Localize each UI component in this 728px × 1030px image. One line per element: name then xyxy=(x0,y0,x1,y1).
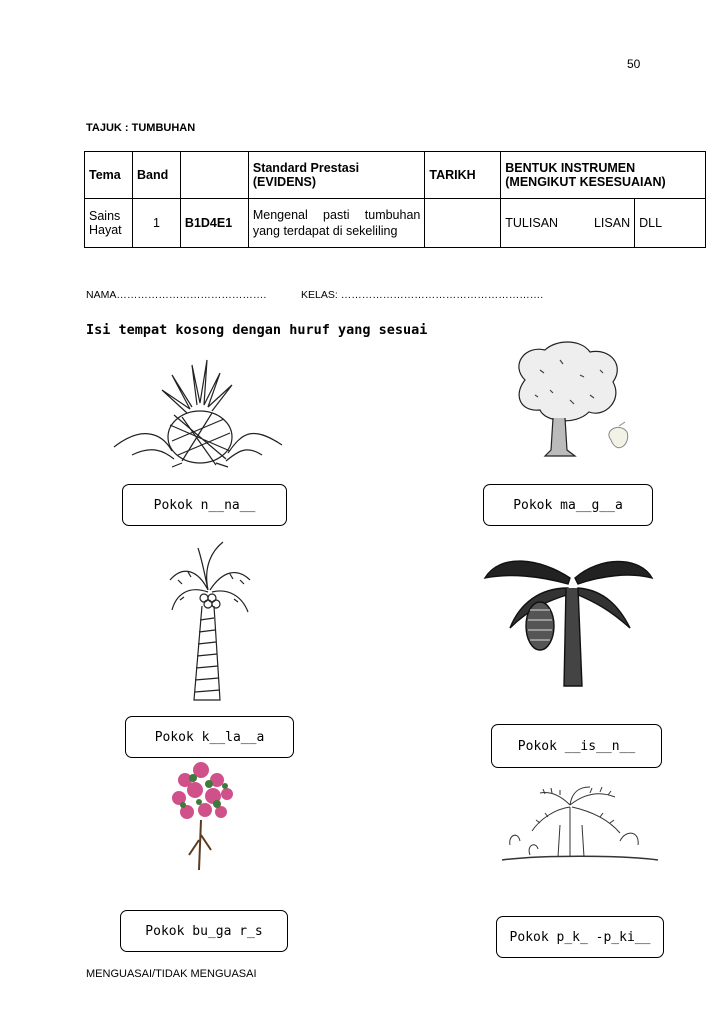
cell-kod: B1D4E1 xyxy=(180,199,248,248)
header-tarikh: TARIKH xyxy=(425,152,501,199)
header-empty xyxy=(180,152,248,199)
name-field[interactable]: NAMA……………………………………. xyxy=(86,289,267,301)
standards-table xyxy=(84,151,706,248)
bougainvillea-plant-illustration xyxy=(165,760,240,875)
label-bougainvillea[interactable]: Pokok bu_ga r_s xyxy=(120,910,288,952)
mango-tree-illustration xyxy=(505,340,645,465)
banana-tree-illustration xyxy=(480,548,655,688)
topic-title: TAJUK : TUMBUHAN xyxy=(86,122,196,134)
cell-tarikh xyxy=(425,199,501,248)
header-band: Band xyxy=(132,152,180,199)
class-field[interactable]: KELAS: …………………………………………………. xyxy=(301,289,544,301)
cell-band: 1 xyxy=(132,199,180,248)
cell-tulisan: TULISAN xyxy=(501,199,586,248)
pineapple-plant-illustration xyxy=(112,355,282,470)
cell-tema: Sains Hayat xyxy=(85,199,133,248)
header-standard: Standard Prestasi (EVIDENS) xyxy=(248,152,425,199)
instruction-text: Isi tempat kosong dengan huruf yang sesuai xyxy=(86,322,428,338)
cell-lisan: LISAN xyxy=(586,199,635,248)
header-bentuk: BENTUK INSTRUMEN (MENGIKUT KESESUAIAN) xyxy=(501,152,706,199)
label-fern[interactable]: Pokok p_k_ -p_ki__ xyxy=(496,916,664,958)
label-pineapple[interactable]: Pokok n__na__ xyxy=(122,484,287,526)
cell-dll: DLL xyxy=(635,199,706,248)
label-banana[interactable]: Pokok __is__n__ xyxy=(491,724,662,768)
coconut-tree-illustration xyxy=(168,540,253,705)
label-coconut[interactable]: Pokok k__la__a xyxy=(125,716,294,758)
fern-plant-illustration xyxy=(500,785,660,875)
footer-mastery: MENGUASAI/TIDAK MENGUASAI xyxy=(86,968,257,980)
label-mango[interactable]: Pokok ma__g__a xyxy=(483,484,653,526)
cell-standard: Mengenal pasti tumbuhan yang terdapat di sekeliling xyxy=(248,199,425,248)
header-tema: Tema xyxy=(85,152,133,199)
page-number: 50 xyxy=(627,57,641,71)
